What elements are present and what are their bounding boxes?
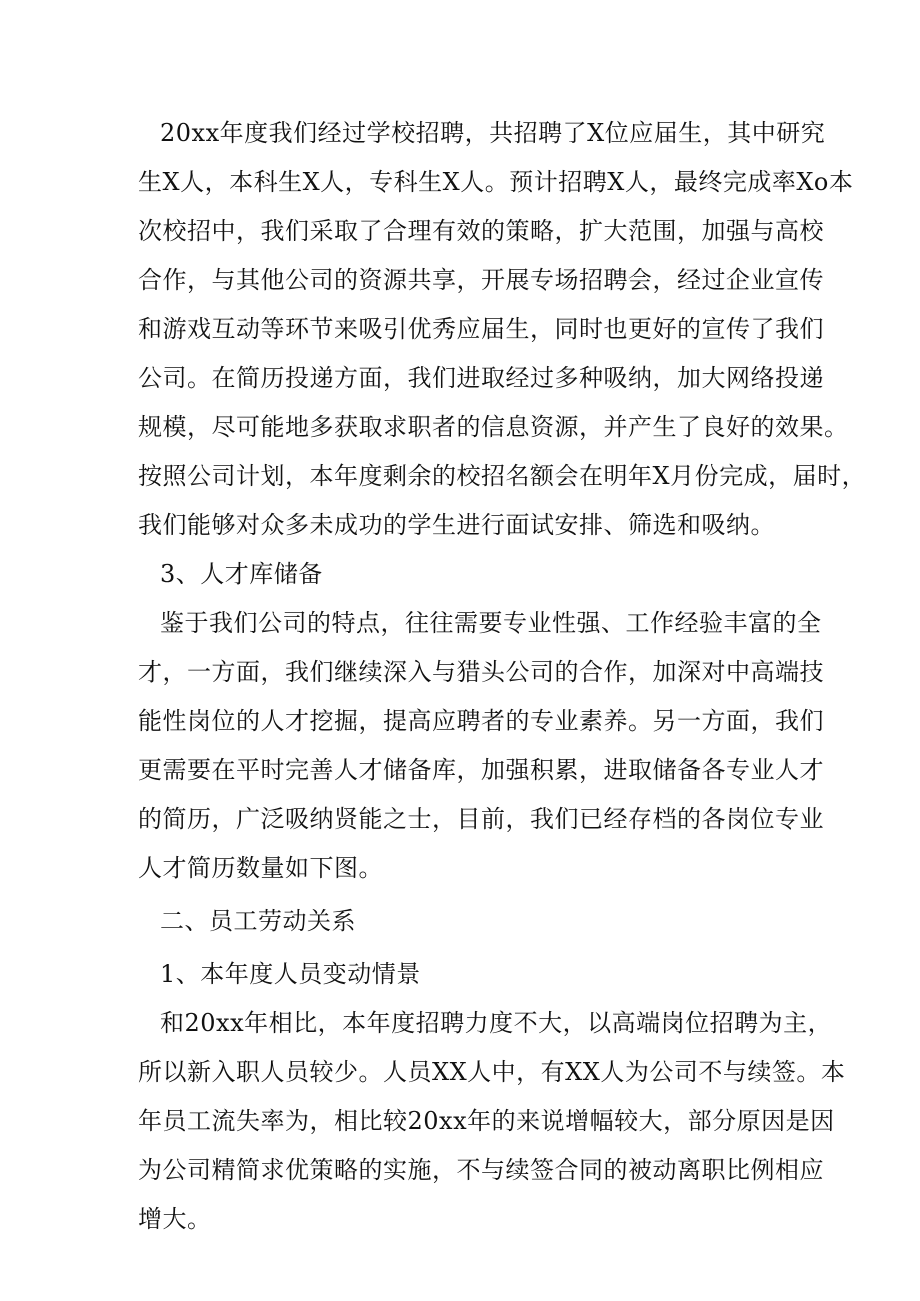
paragraph-line: 的简历，广泛吸纳贤能之士，目前，我们已经存档的各岗位专业	[138, 805, 824, 833]
paragraph-line: 所以新入职人员较少。人员XX人中，有XX人为公司不与续签。本	[138, 1058, 846, 1086]
paragraph-line: 和20xx年相比，本年度招聘力度不大，以高端岗位招聘为主，	[160, 1009, 833, 1037]
paragraph-line: 能性岗位的人才挖掘，提高应聘者的专业素养。另一方面，我们	[138, 707, 824, 735]
paragraph-line: 增大。	[138, 1205, 212, 1233]
section-heading-staff-changes: 1、本年度人员变动情景	[160, 960, 421, 988]
paragraph-line: 人才简历数量如下图。	[138, 854, 383, 882]
paragraph-line: 年员工流失率为，相比较20xx年的来说增幅较大，部分原因是因	[138, 1107, 835, 1135]
paragraph-line: 更需要在平时完善人才储备库，加强积累，进取储备各专业人才	[138, 756, 824, 784]
paragraph-line: 才，一方面，我们继续深入与猎头公司的合作，加深对中高端技	[138, 658, 824, 686]
section-heading-labor-relations: 二、员工劳动关系	[160, 907, 356, 935]
paragraph-line: 按照公司计划，本年度剩余的校招名额会在明年X月份完成，届时，	[138, 462, 867, 490]
paragraph-line: 规模，尽可能地多获取求职者的信息资源，并产生了良好的效果。	[138, 413, 849, 441]
paragraph-line: 20xx年度我们经过学校招聘，共招聘了X位应届生，其中研究	[160, 119, 826, 147]
paragraph-line: 为公司精简求优策略的实施，不与续签合同的被动离职比例相应	[138, 1156, 824, 1184]
paragraph-line: 和游戏互动等环节来吸引优秀应届生，同时也更好的宣传了我们	[138, 315, 824, 343]
paragraph-line: 生X人，本科生X人，专科生X人。预计招聘X人，最终完成率Xo本	[138, 168, 854, 196]
paragraph-line: 次校招中，我们采取了合理有效的策略，扩大范围，加强与高校	[138, 217, 824, 245]
paragraph-line: 合作，与其他公司的资源共享，开展专场招聘会，经过企业宣传	[138, 266, 824, 294]
paragraph-line: 公司。在简历投递方面，我们进取经过多种吸纳，加大网络投递	[138, 364, 824, 392]
paragraph-line: 我们能够对众多未成功的学生进行面试安排、筛选和吸纳。	[138, 511, 775, 539]
section-heading-talent-pool: 3、人才库储备	[160, 560, 323, 588]
paragraph-line: 鉴于我们公司的特点，往往需要专业性强、工作经验丰富的全	[160, 609, 822, 637]
